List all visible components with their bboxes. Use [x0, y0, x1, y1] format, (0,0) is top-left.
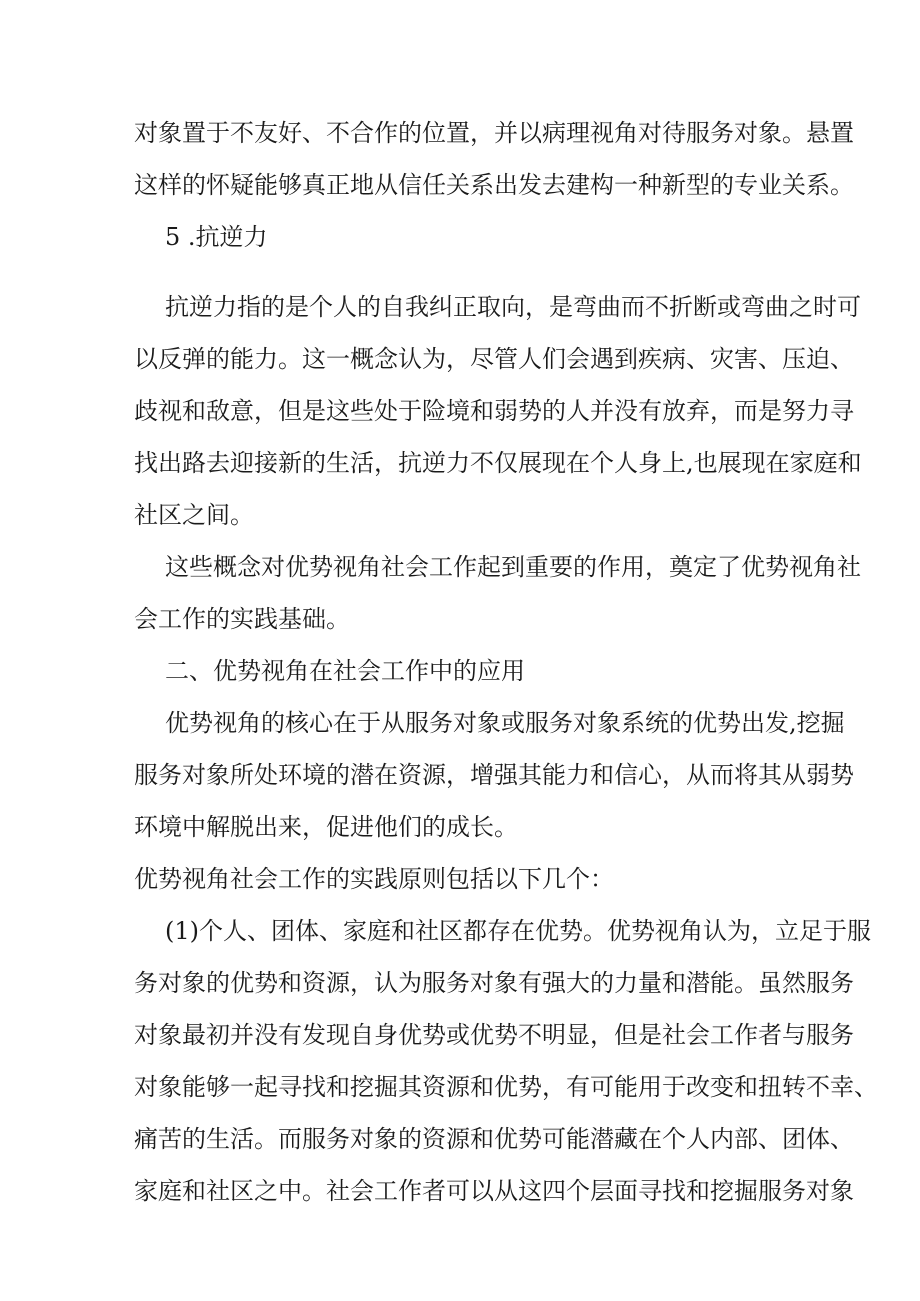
text-line: 优势视角的核心在于从服务对象或服务对象系统的优势出发,挖掘	[165, 709, 845, 737]
text-line: 家庭和社区之中。社会工作者可以从这四个层面寻找和挖掘服务对象	[134, 1177, 854, 1205]
text-line: 环境中解脱出来，促进他们的成长。	[134, 813, 518, 841]
text-line: 这样的怀疑能够真正地从信任关系出发去建构一种新型的专业关系。	[134, 171, 854, 199]
text-line: 对象能够一起寻找和挖掘其资源和优势，有可能用于改变和扭转不幸、	[134, 1073, 878, 1101]
text-line: 歧视和敌意，但是这些处于险境和弱势的人并没有放弃，而是努力寻	[134, 397, 854, 425]
section-heading-application: 二、优势视角在社会工作中的应用	[165, 657, 525, 685]
text-line: 抗逆力指的是个人的自我纠正取向，是弯曲而不折断或弯曲之时可	[165, 293, 861, 321]
text-line: 这些概念对优势视角社会工作起到重要的作用，奠定了优势视角社	[165, 553, 861, 581]
text-line: 社区之间。	[134, 501, 254, 529]
text-line: 会工作的实践基础。	[134, 605, 350, 633]
text-line: 以反弹的能力。这一概念认为，尽管人们会遇到疾病、灾害、压迫、	[134, 345, 854, 373]
section-heading-resilience: 5 .抗逆力	[165, 223, 268, 251]
principles-intro: 优势视角社会工作的实践原则包括以下几个：	[134, 865, 614, 893]
text-line: 务对象的优势和资源，认为服务对象有强大的力量和潜能。虽然服务	[134, 969, 854, 997]
text-line: 痛苦的生活。而服务对象的资源和优势可能潜藏在个人内部、团体、	[134, 1125, 854, 1153]
text-line: (1)个人、团体、家庭和社区都存在优势。优势视角认为，立足于服	[165, 917, 871, 945]
text-line: 对象最初并没有发现自身优势或优势不明显，但是社会工作者与服务	[134, 1021, 854, 1049]
text-line: 对象置于不友好、不合作的位置，并以病理视角对待服务对象。悬置	[134, 119, 854, 147]
text-line: 找出路去迎接新的生活，抗逆力不仅展现在个人身上,也展现在家庭和	[134, 449, 862, 477]
text-line: 服务对象所处环境的潜在资源，增强其能力和信心，从而将其从弱势	[134, 761, 854, 789]
